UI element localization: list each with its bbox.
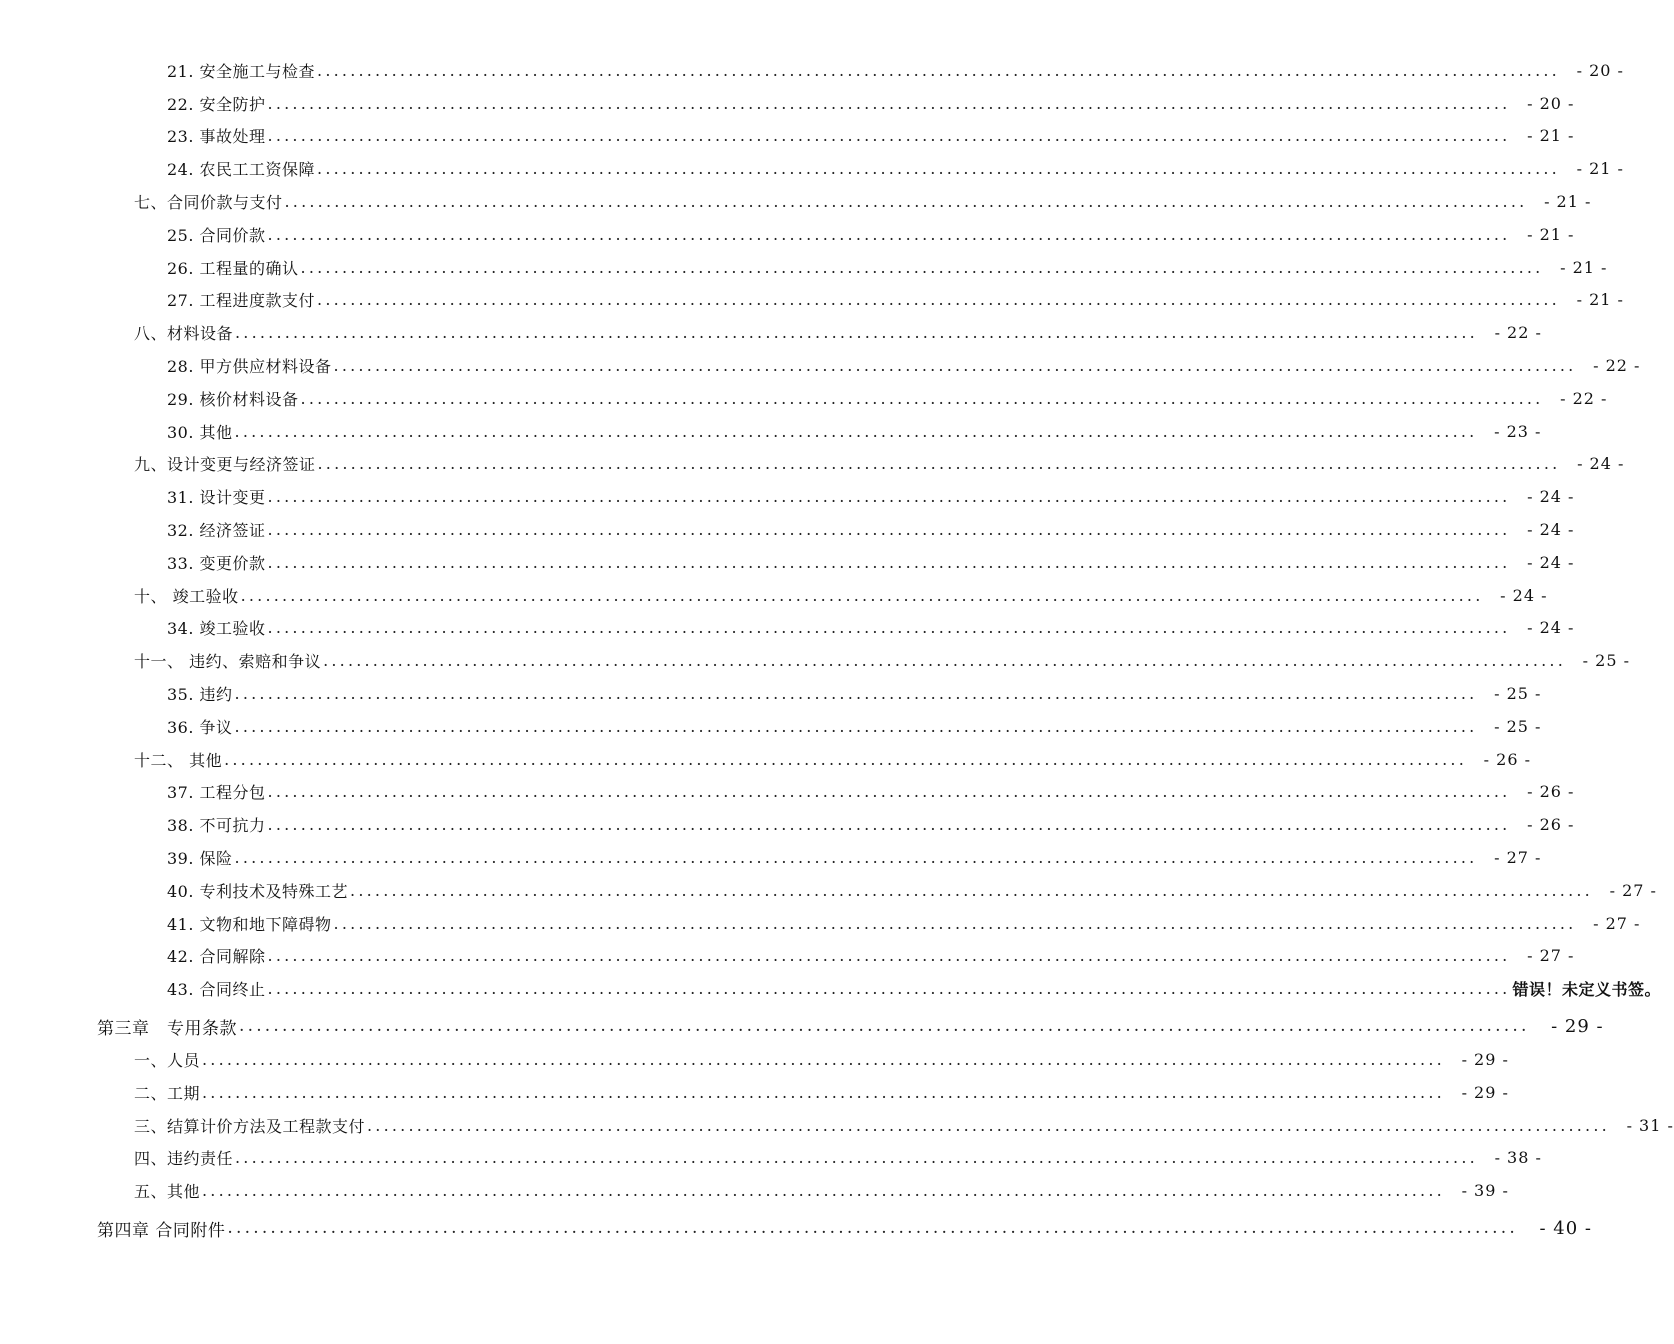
toc-section-entry[interactable] bbox=[0, 579, 1548, 612]
toc-item-entry[interactable] bbox=[0, 776, 1575, 809]
toc-entry-label: 39. 保险 bbox=[167, 849, 233, 869]
toc-dot-leader: ...................................................................................................................................................... bbox=[234, 684, 1478, 704]
toc-entry-label: 38. 不可抗力 bbox=[167, 816, 266, 836]
toc-entry-label: 34. 竣工验收 bbox=[167, 619, 266, 639]
toc-dot-leader: ...................................................................................................................................................... bbox=[240, 585, 1484, 605]
toc-entry-label: 八、材料设备 bbox=[134, 324, 234, 344]
toc-dot-leader: ...................................................................................................................................................... bbox=[267, 618, 1511, 638]
toc-item-entry[interactable] bbox=[0, 546, 1575, 579]
toc-bookmark-error: 错误！未定义书签。 bbox=[1512, 980, 1661, 1000]
toc-entry-label: 43. 合同终止 bbox=[167, 980, 266, 1000]
toc-section-entry[interactable] bbox=[0, 185, 1592, 218]
toc-dot-leader: ...................................................................................................................................................... bbox=[267, 782, 1511, 802]
toc-item-entry[interactable] bbox=[0, 349, 1641, 382]
toc-dot-leader: ...................................................................................................................................................... bbox=[323, 651, 1566, 671]
toc-dot-leader: ...................................................................................................................................................... bbox=[350, 880, 1593, 900]
toc-item-entry[interactable] bbox=[0, 513, 1575, 546]
toc-section-entry[interactable] bbox=[0, 316, 1542, 349]
toc-entry-label: 24. 农民工工资保障 bbox=[167, 160, 316, 180]
toc-page-number: - 21 - bbox=[1560, 257, 1608, 277]
toc-section-entry[interactable] bbox=[0, 1043, 1509, 1076]
toc-page-number: - 27 - bbox=[1494, 848, 1542, 868]
toc-entry-label: 25. 合同价款 bbox=[167, 225, 266, 245]
toc-dot-leader: ...................................................................................................................................................... bbox=[267, 224, 1511, 244]
toc-page-number: - 24 - bbox=[1500, 585, 1548, 605]
table-of-contents bbox=[0, 54, 1674, 1245]
toc-page-number: - 26 - bbox=[1527, 782, 1575, 802]
toc-section-entry[interactable] bbox=[0, 1174, 1509, 1207]
toc-entry-label: 32. 经济签证 bbox=[167, 521, 266, 541]
toc-dot-leader: ...................................................................................................................................................... bbox=[234, 421, 1478, 441]
toc-entry-label: 十、 竣工验收 bbox=[134, 586, 239, 606]
toc-entry-label: 一、人员 bbox=[134, 1051, 201, 1070]
toc-page-number: - 22 - bbox=[1494, 323, 1542, 343]
toc-entry-label: 41. 文物和地下障碍物 bbox=[167, 914, 332, 934]
toc-entry-label: 27. 工程进度款支付 bbox=[167, 291, 316, 311]
toc-entry-label: 35. 违约 bbox=[167, 685, 233, 705]
toc-page-number: - 27 - bbox=[1609, 880, 1657, 900]
toc-item-entry[interactable] bbox=[0, 251, 1608, 284]
toc-page-number: - 24 - bbox=[1527, 520, 1575, 540]
toc-dot-leader: ...................................................................................................................................................... bbox=[333, 913, 1577, 933]
toc-page-number: - 26 - bbox=[1483, 749, 1531, 769]
toc-dot-leader: ...................................................................................................................................................... bbox=[333, 356, 1577, 376]
toc-entry-label: 21. 安全施工与检查 bbox=[167, 61, 316, 81]
toc-entry-label: 40. 专利技术及特殊工艺 bbox=[167, 881, 349, 901]
toc-page-number: - 21 - bbox=[1576, 290, 1624, 310]
toc-chapter-entry[interactable] bbox=[0, 1009, 1604, 1043]
toc-item-entry[interactable] bbox=[0, 972, 1661, 1005]
toc-entry-label: 七、合同价款与支付 bbox=[134, 193, 283, 213]
toc-dot-leader: ...................................................................................................................................................... bbox=[317, 60, 1560, 80]
toc-entry-label: 九、设计变更与经济签证 bbox=[134, 455, 316, 475]
toc-dot-leader: ...................................................................................................................................................... bbox=[234, 716, 1478, 736]
toc-page-number: - 24 - bbox=[1577, 454, 1625, 474]
toc-page-number: - 22 - bbox=[1560, 388, 1608, 408]
toc-entry-label: 四、违约责任 bbox=[134, 1149, 234, 1169]
toc-page-number: - 25 - bbox=[1582, 651, 1630, 671]
toc-section-entry[interactable] bbox=[0, 1142, 1542, 1175]
toc-dot-leader: ...................................................................................................................................................... bbox=[267, 979, 1511, 999]
toc-page-number: - 24 - bbox=[1527, 552, 1575, 572]
toc-entry-label: 33. 变更价款 bbox=[167, 553, 266, 573]
toc-page-number: - 27 - bbox=[1593, 913, 1641, 933]
toc-item-entry[interactable] bbox=[0, 907, 1641, 940]
toc-page-number: - 29 - bbox=[1461, 1082, 1509, 1102]
toc-entry-label: 28. 甲方供应材料设备 bbox=[167, 357, 332, 377]
toc-item-entry[interactable] bbox=[0, 415, 1542, 448]
toc-page-number: - 29 - bbox=[1551, 1015, 1604, 1037]
toc-item-entry[interactable] bbox=[0, 54, 1624, 87]
toc-dot-leader: ...................................................................................................................................................... bbox=[284, 192, 1528, 212]
toc-dot-leader: ...................................................................................................................................................... bbox=[267, 126, 1511, 146]
toc-dot-leader: ...................................................................................................................................................... bbox=[235, 323, 1478, 343]
toc-page-number: - 29 - bbox=[1461, 1050, 1509, 1069]
toc-dot-leader: ...................................................................................................................................................... bbox=[267, 815, 1511, 835]
toc-dot-leader: ...................................................................................................................................................... bbox=[234, 848, 1478, 868]
toc-entry-label: 36. 争议 bbox=[167, 717, 233, 737]
toc-page-number: - 27 - bbox=[1527, 946, 1575, 966]
toc-page-number: - 24 - bbox=[1527, 487, 1575, 507]
toc-chapter-entry[interactable] bbox=[0, 1211, 1592, 1245]
toc-entry-label: 22. 安全防护 bbox=[167, 94, 266, 114]
toc-dot-leader: ...................................................................................................................................................... bbox=[300, 388, 1544, 408]
toc-page-number: - 25 - bbox=[1494, 684, 1542, 704]
toc-section-entry[interactable] bbox=[0, 743, 1531, 776]
toc-item-entry[interactable] bbox=[0, 87, 1575, 120]
toc-entry-label: 十二、 其他 bbox=[134, 750, 223, 770]
toc-item-entry[interactable] bbox=[0, 940, 1575, 973]
toc-dot-leader: ...................................................................................................................................................... bbox=[317, 159, 1560, 179]
toc-item-entry[interactable] bbox=[0, 120, 1575, 153]
toc-item-entry[interactable] bbox=[0, 480, 1575, 513]
toc-page-number: - 21 - bbox=[1527, 126, 1575, 146]
toc-entry-label: 第三章 专用条款 bbox=[97, 1018, 237, 1039]
toc-page-number: - 20 - bbox=[1527, 93, 1575, 113]
toc-entry-label: 三、结算计价方法及工程款支付 bbox=[134, 1116, 366, 1136]
toc-dot-leader: ...................................................................................................................................................... bbox=[224, 749, 1467, 769]
toc-entry-label: 二、工期 bbox=[134, 1083, 201, 1103]
toc-dot-leader: ...................................................................................................................................................... bbox=[267, 946, 1511, 966]
toc-page-number: - 21 - bbox=[1544, 192, 1592, 212]
toc-page-number: - 20 - bbox=[1576, 60, 1624, 80]
toc-dot-leader: ...................................................................................................................................................... bbox=[202, 1082, 1445, 1102]
toc-dot-leader: ...................................................................................................................................................... bbox=[317, 290, 1560, 310]
toc-entry-label: 42. 合同解除 bbox=[167, 947, 266, 967]
toc-section-entry[interactable] bbox=[0, 1109, 1674, 1142]
toc-dot-leader: ...................................................................................................................................................... bbox=[227, 1218, 1518, 1239]
toc-entry-label: 29. 核价材料设备 bbox=[167, 389, 299, 409]
toc-dot-leader: ...................................................................................................................................................... bbox=[202, 1050, 1445, 1069]
toc-item-entry[interactable] bbox=[0, 841, 1542, 874]
toc-entry-label: 23. 事故处理 bbox=[167, 127, 266, 147]
toc-page-number: - 23 - bbox=[1494, 421, 1542, 441]
toc-item-entry[interactable] bbox=[0, 808, 1575, 841]
toc-page-number: - 24 - bbox=[1527, 618, 1575, 638]
toc-entry-label: 十一、 违约、索赔和争议 bbox=[134, 652, 322, 672]
toc-dot-leader: ...................................................................................................................................................... bbox=[267, 93, 1511, 113]
toc-page-number: - 38 - bbox=[1494, 1148, 1542, 1168]
toc-page-number: - 39 - bbox=[1461, 1181, 1509, 1201]
toc-item-entry[interactable] bbox=[0, 284, 1624, 317]
toc-item-entry[interactable] bbox=[0, 612, 1575, 645]
toc-dot-leader: ...................................................................................................................................................... bbox=[367, 1115, 1610, 1135]
toc-section-entry[interactable] bbox=[0, 644, 1630, 677]
toc-entry-label: 30. 其他 bbox=[167, 422, 233, 442]
toc-dot-leader: ...................................................................................................................................................... bbox=[267, 520, 1511, 540]
toc-section-entry[interactable] bbox=[0, 1076, 1509, 1109]
toc-entry-label: 第四章 合同附件 bbox=[97, 1220, 226, 1241]
toc-entry-label: 37. 工程分包 bbox=[167, 783, 266, 803]
toc-page-number: - 40 - bbox=[1539, 1217, 1592, 1239]
toc-page-number: - 22 - bbox=[1593, 356, 1641, 376]
toc-dot-leader: ...................................................................................................................................................... bbox=[235, 1148, 1478, 1168]
toc-dot-leader: ...................................................................................................................................................... bbox=[202, 1181, 1445, 1201]
toc-dot-leader: ...................................................................................................................................................... bbox=[239, 1016, 1530, 1037]
toc-entry-label: 31. 设计变更 bbox=[167, 488, 266, 508]
toc-item-entry[interactable] bbox=[0, 874, 1657, 907]
toc-page-number: - 26 - bbox=[1527, 815, 1575, 835]
toc-page-number: - 21 - bbox=[1527, 224, 1575, 244]
toc-page-number: - 25 - bbox=[1494, 716, 1542, 736]
toc-page-number: - 21 - bbox=[1576, 159, 1624, 179]
toc-item-entry[interactable] bbox=[0, 677, 1542, 710]
toc-item-entry[interactable] bbox=[0, 218, 1575, 251]
toc-item-entry[interactable] bbox=[0, 710, 1542, 743]
toc-dot-leader: ...................................................................................................................................................... bbox=[267, 552, 1511, 572]
toc-dot-leader: ...................................................................................................................................................... bbox=[267, 487, 1511, 507]
toc-section-entry[interactable] bbox=[0, 448, 1625, 481]
toc-dot-leader: ...................................................................................................................................................... bbox=[317, 454, 1561, 474]
toc-item-entry[interactable] bbox=[0, 382, 1608, 415]
toc-entry-label: 26. 工程量的确认 bbox=[167, 258, 299, 278]
toc-item-entry[interactable] bbox=[0, 152, 1624, 185]
toc-dot-leader: ...................................................................................................................................................... bbox=[300, 257, 1544, 277]
toc-entry-label: 五、其他 bbox=[134, 1182, 201, 1202]
toc-page-number: - 31 - bbox=[1626, 1115, 1674, 1135]
